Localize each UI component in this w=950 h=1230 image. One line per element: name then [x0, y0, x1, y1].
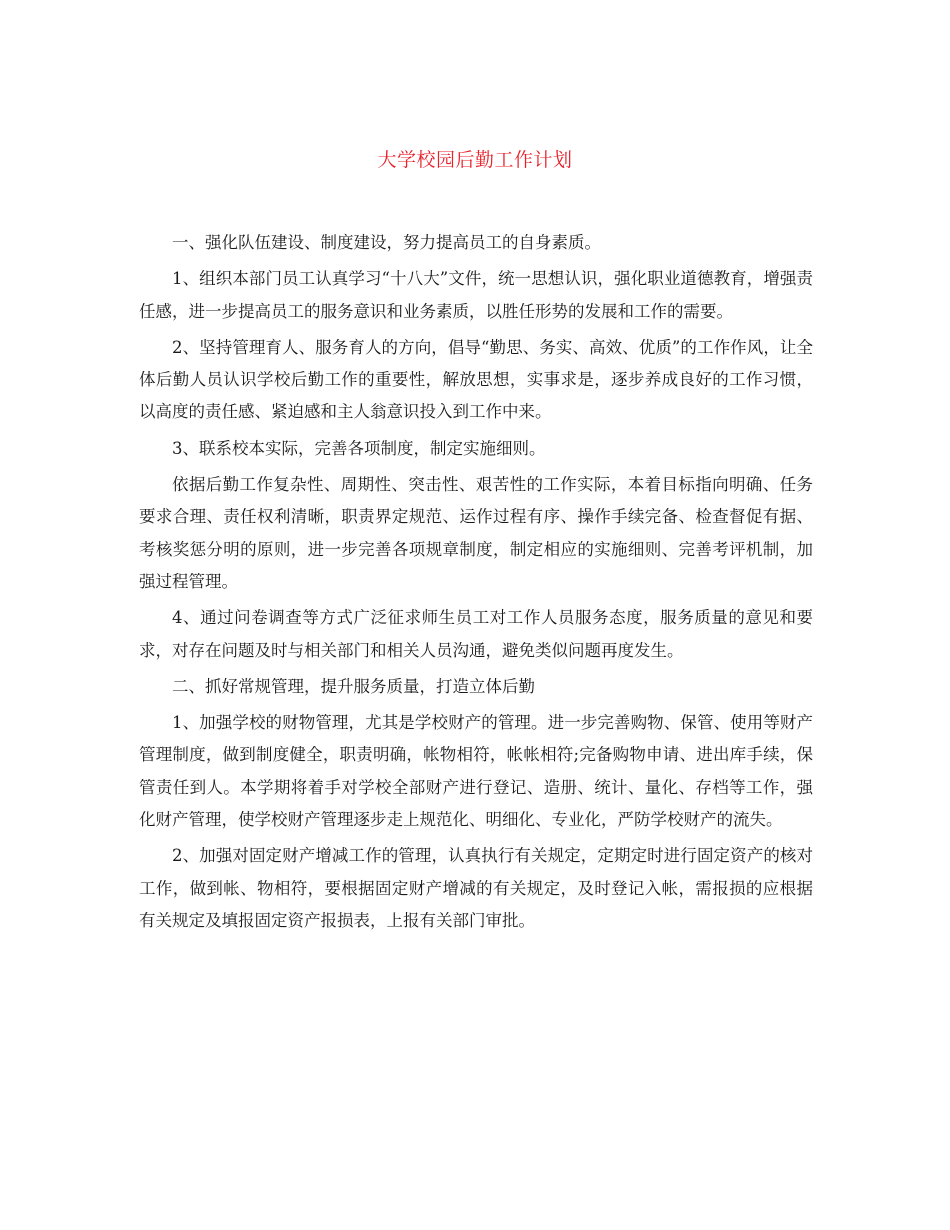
paragraph-item-1-1: 1、组织本部门员工认真学习“十八大”文件，统一思想认识，强化职业道德教育，增强责任感，进一步提高员工的服务意识和业务素质，以胜任形势的发展和工作的需要。	[139, 269, 813, 321]
paragraph-item-2-2: 2、加强对固定财产增减工作的管理，认真执行有关规定，定期定时进行固定资产的核对工作，做到帐、物相符，要根据固定财产增减的有关规定，及时登记入帐，需报损的应根据有关规定及填报固定资产报损表，上报有关部门审批。	[139, 846, 813, 930]
paragraph-item-2-1: 1、加强学校的财物管理，尤其是学校财产的管理。进一步完善购物、保管、使用等财产管理制度，做到制度健全，职责明确，帐物相符，帐帐相符;完备购物申请、进出库手续，保管责任到人。本学期将着手对学校全部财产进行登记、造册、统计、量化、存档等工作，强化财产管理，使学校财产管理逐步走上规范化、明细化、专业化，严防学校财产的流失。	[139, 713, 813, 830]
document-title: 大学校园后勤工作计划	[377, 149, 573, 171]
paragraph-item-1-2: 2、坚持管理育人、服务育人的方向，倡导“勤思、务实、高效、优质”的工作作风，让全体后勤人员认识学校后勤工作的重要性，解放思想，实事求是，逐步养成良好的工作习惯，以高度的责任感、紧迫感和主人翁意识投入到工作中来。	[139, 337, 813, 422]
section-heading-1: 一、强化队伍建设、制度建设，努力提高员工的自身素质。	[172, 233, 601, 252]
paragraph-item-1-4: 4、通过问卷调查等方式广泛征求师生员工对工作人员服务态度，服务质量的意见和要求，对存在问题及时与相关部门和相关人员沟通，避免类似问题再度发生。	[139, 608, 813, 660]
paragraph-item-1-3-detail: 依据后勤工作复杂性、周期性、突击性、艰苦性的工作实际，本着目标指向明确、任务要求合理、责任权利清晰，职责界定规范、运作过程有序、操作手续完备、检查督促有据、考核奖惩分明的原则，进一步完善各项规章制度，制定相应的实施细则、完善考评机制，加强过程管理。	[139, 475, 813, 591]
paragraph-item-1-3: 3、联系校本实际，完善各项制度，制定实施细则。	[172, 438, 546, 458]
section-heading-2: 二、抓好常规管理，提升服务质量，打造立体后勤	[172, 676, 535, 696]
document-body	[139, 227, 813, 941]
